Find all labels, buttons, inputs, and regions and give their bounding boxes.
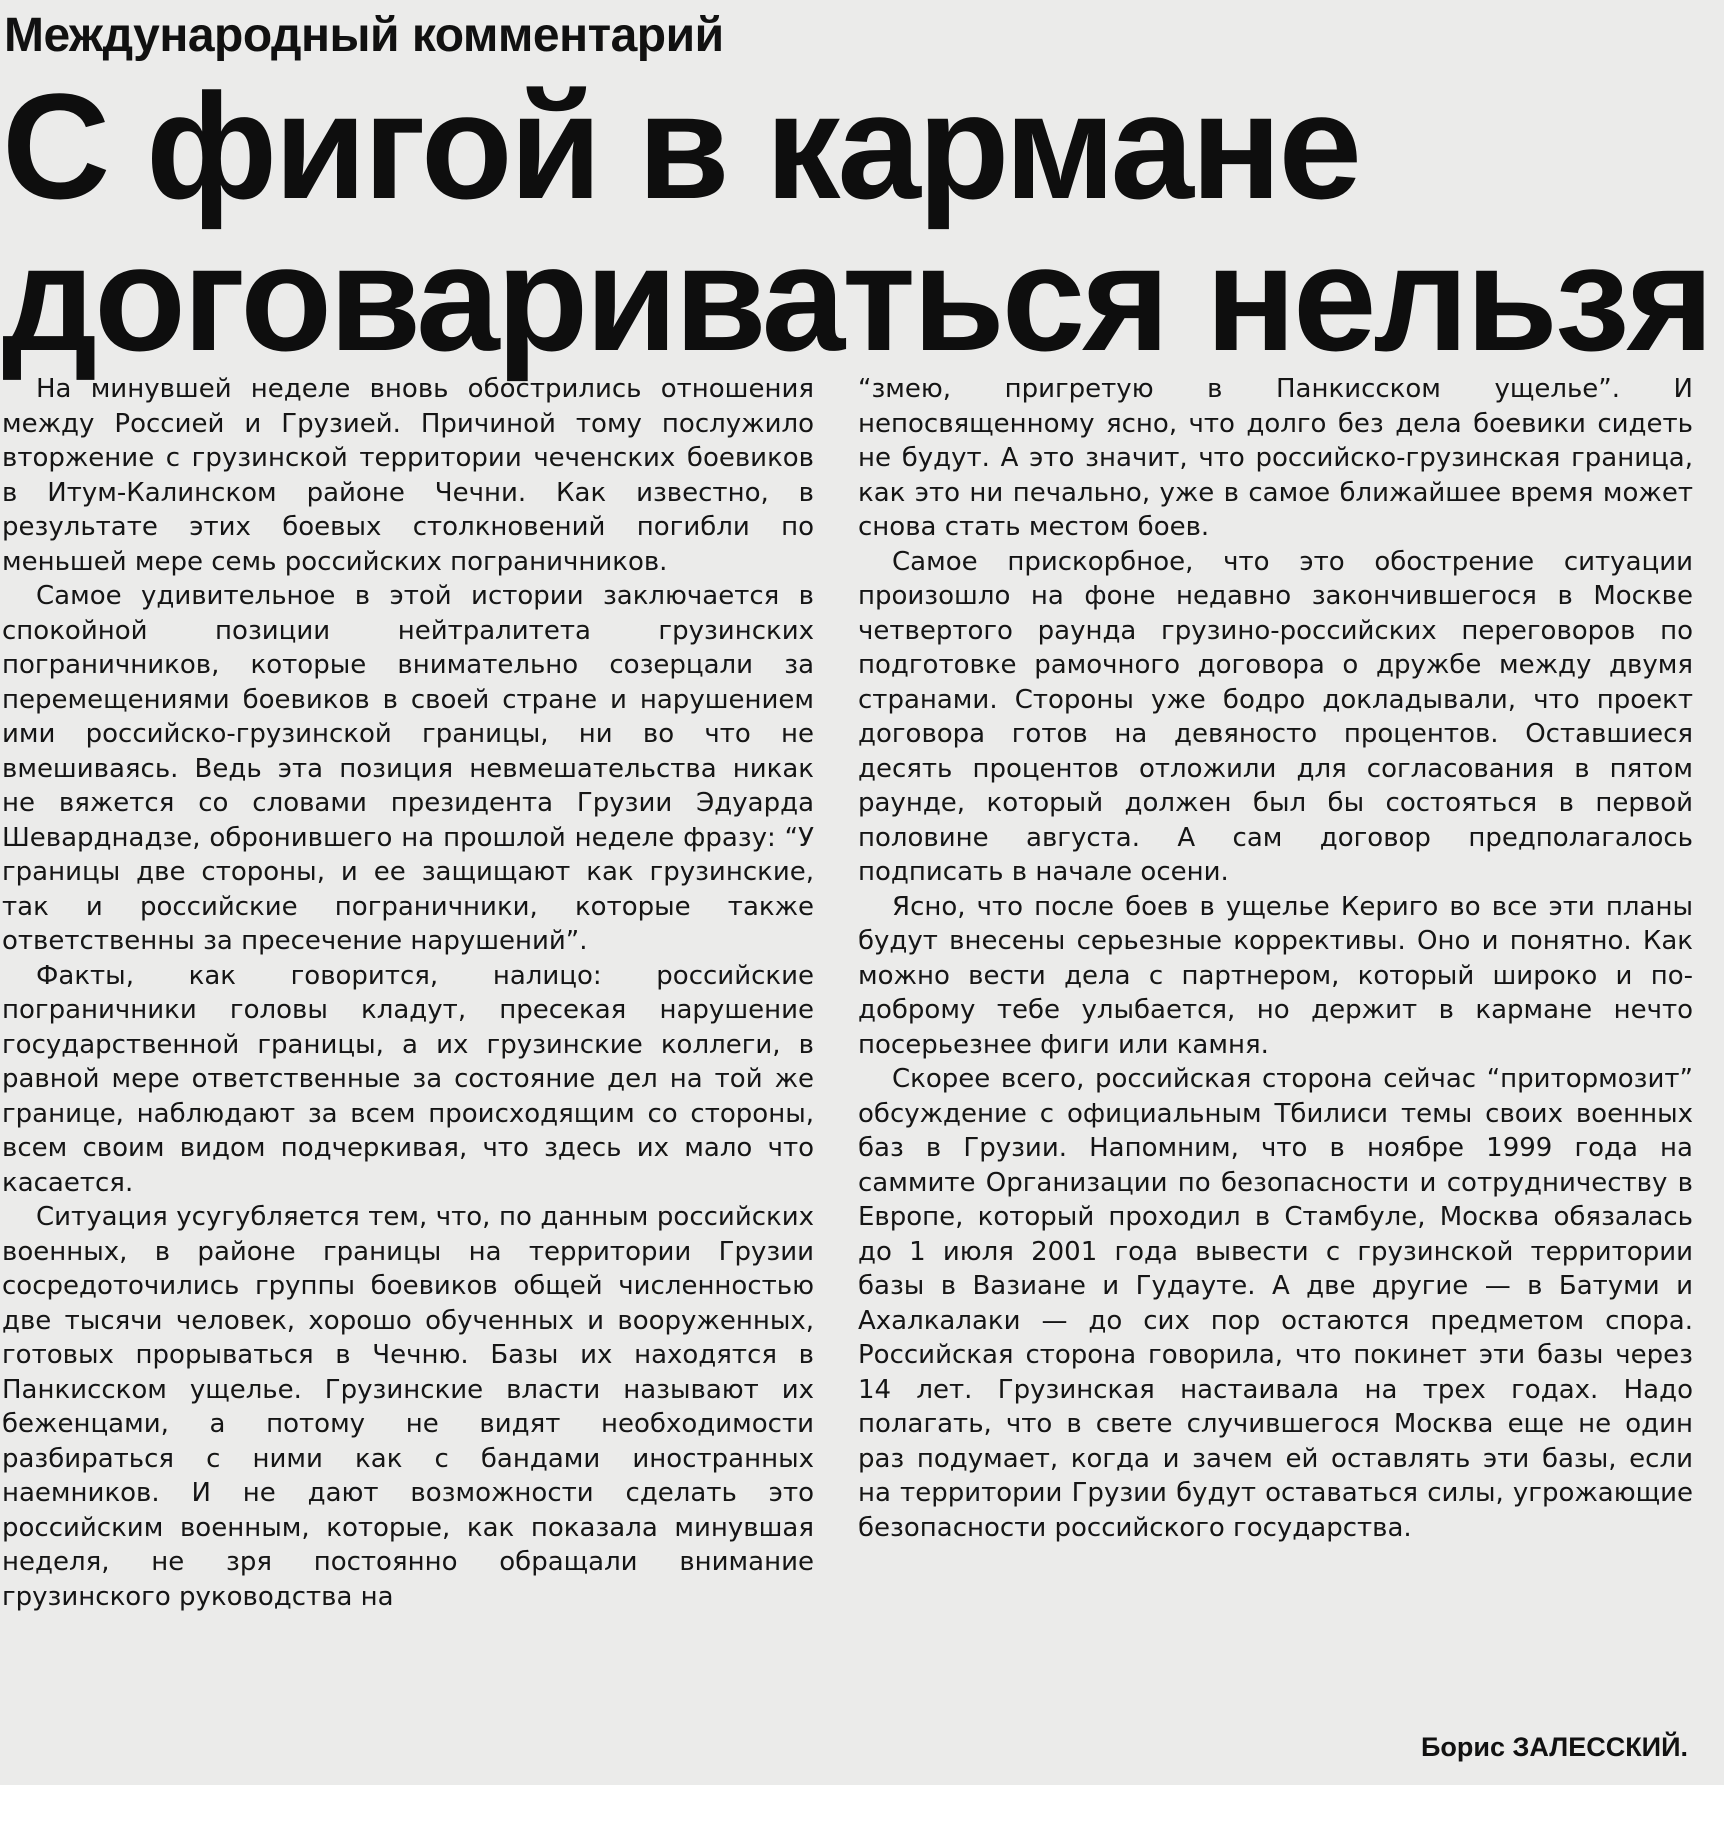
paragraph: Скорее всего, российская сторона сейчас “притормозит” обсуждение с официальным Тбилиси темы своих военных баз в Грузии. Напомним, что в ноябре 1999 года на саммите Организации по безопасности и сотрудничеству в Европе, который проходил в Стамбуле, Москва обязалась до 1 июля 2001 года вывести с грузинской территории базы в Вазиане и Гудауте. А две другие — в Батуми и Ахалкалаки — до сих пор остаются предметом спора. Российская сторона говорила, что покинет эти базы через 14 лет. Грузинская настаивала на трех годах. Надо полагать, что в свете случившегося Москва еще не один раз подумает, когда и зачем ей оставлять эти базы, если на территории Грузии будут оставаться силы, угрожающие безопасности российского государства.: [858, 1064, 1693, 1543]
paragraph: Ясно, что после боев в ущелье Кериго во все эти планы будут внесены серьезные коррективы. Оно и понятно. Как можно вести дела с партнером, который широко и по-доброму тебе улыбается, но держит в кармане нечто посерьезнее фиги или камня.: [858, 891, 1693, 1060]
paragraph: Самое удивительное в этой истории заключается в спокойной позиции нейтралитета грузинских пограничников, которые внимательно созерцали за перемещениями боевиков в своей стране и нарушением ими российско-грузинской границы, ни во что не вмешиваясь. Ведь эта позиция невмешательства никак не вяжется со словами президента Грузии Эдуарда Шеварднадзе, обронившего на прошлой неделе фразу: “У границы две стороны, и ее защищают как грузинские, так и российские пограничники, которые также ответственны за пресечение нарушений”.: [2, 581, 814, 956]
paragraph: Факты, как говорится, налицо: российские пограничники головы кладут, пресекая нарушение государственной границы, а их грузинские коллеги, в равной мере ответственные за состояние дел на той же границе, наблюдают за всем происходящим со стороны, всем своим видом подчеркивая, что здесь их мало что касается.: [2, 960, 814, 1198]
author-byline: Борис ЗАЛЕССКИЙ.: [1421, 1732, 1688, 1762]
right-column: [858, 372, 1693, 1545]
paragraph: На минувшей неделе вновь обострились отношения между Россией и Грузией. Причиной тому послужило вторжение с грузинской территории чеченских боевиков в Итум-Калинском районе Чечни. Как известно, в результате этих боевых столкновений погибли по меньшей мере семь российских пограничников.: [2, 374, 814, 577]
article-headline: [2, 62, 1712, 382]
paragraph: Самое прискорбное, что это обострение ситуации произошло на фоне недавно закончившегося в Москве четвертого раунда грузино-российских переговоров по подготовке рамочного договора о дружбе между двумя странами. Стороны уже бодро докладывали, что проект договора готов на девяносто процентов. Оставшиеся десять процентов отложили для согласования в пятом раунде, который должен был бы состояться в первой половине августа. А сам договор предполагалось подписать в начале осени.: [858, 546, 1693, 887]
headline-line-1: С фигой в кармане: [2, 62, 1359, 230]
headline-line-2: договариваться нельзя: [2, 214, 1712, 382]
left-column: [2, 372, 814, 1614]
paragraph: “змею, пригретую в Панкисском ущелье”. И непосвященному ясно, что долго без дела боевики сидеть не будут. А это значит, что российско-грузинская граница, как это ни печально, уже в самое ближайшее время может снова стать местом боев.: [858, 374, 1693, 542]
paragraph: Ситуация усугубляется тем, что, по данным российских военных, в районе границы на территории Грузии сосредоточились группы боевиков общей численностью две тысячи человек, хорошо обученных и вооруженных, готовых прорываться в Чечню. Базы их находятся в Панкисском ущелье. Грузинские власти называют их беженцами, а потому не видят необходимости разбираться с ними как с бандами иностранных наемников. И не дают возможности сделать это российским военным, которые, как показала минувшая неделя, не зря постоянно обращали внимание грузинского руководства на: [2, 1202, 814, 1612]
section-rubric: Международный комментарий: [4, 9, 724, 62]
